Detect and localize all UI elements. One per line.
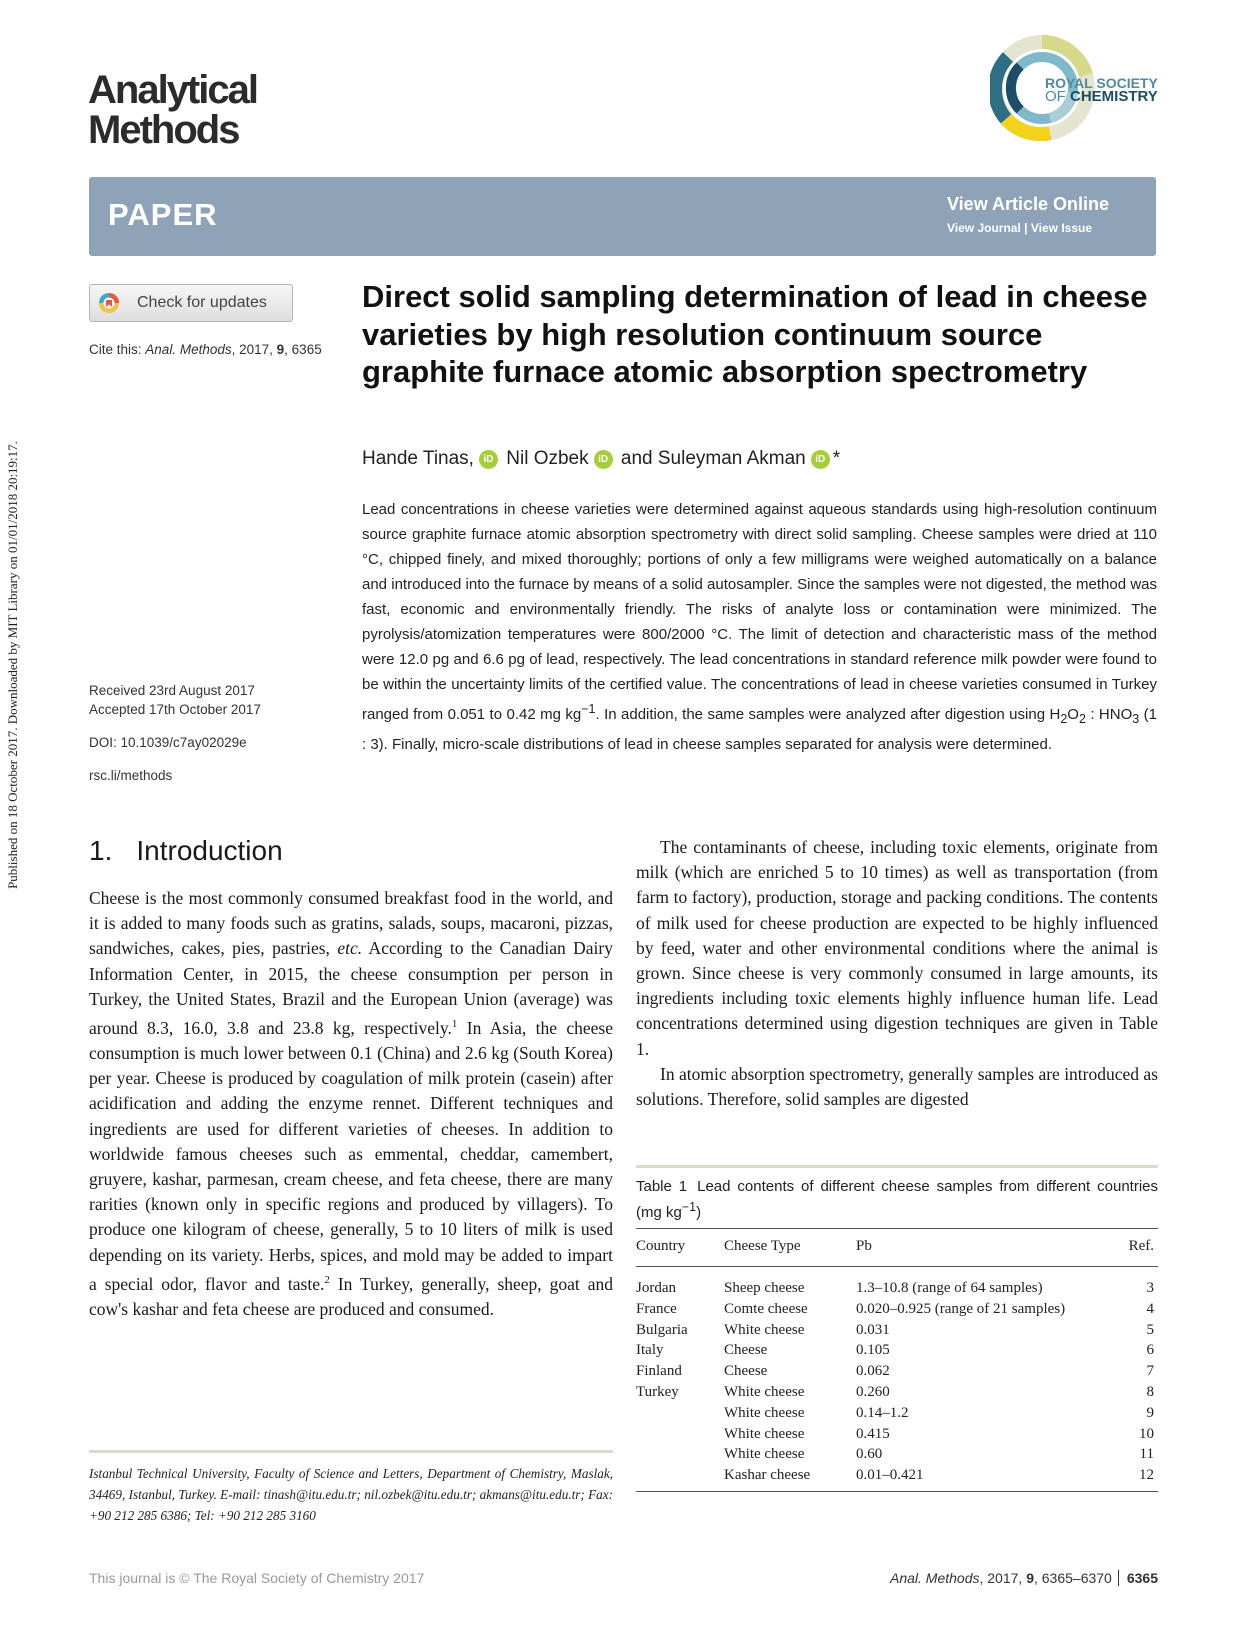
- paragraph-text: etc.: [337, 938, 363, 959]
- cite-year: , 2017,: [231, 342, 277, 357]
- footer-journal: Anal. Methods: [889, 1570, 980, 1586]
- paragraph-text: In Turkey, generally, sheep, goat and cow's kashar and feta cheese are produced and consumed.: [89, 1273, 613, 1319]
- table-caption: [636, 1176, 1158, 1223]
- cell-ref[interactable]: 4: [1146, 1300, 1154, 1317]
- publisher-line2-of: OF: [1045, 88, 1066, 105]
- cell-ref[interactable]: 12: [1139, 1467, 1154, 1484]
- cell-type: White cheese: [724, 1446, 805, 1463]
- paragraph-text: Cheese is the most commonly consumed breakfast food in the world, and it is added to many foods such as gratins, salads, soups, macaroni, pizzas, sandwiches, cakes, pies, pastries,: [89, 888, 613, 959]
- publisher-name: [1045, 76, 1158, 104]
- cell-type: White cheese: [724, 1425, 805, 1442]
- abstract-sub: 2: [1078, 712, 1086, 726]
- link-separator: |: [1024, 221, 1028, 235]
- cell-ref[interactable]: 5: [1146, 1321, 1154, 1338]
- cell-ref[interactable]: 8: [1146, 1383, 1154, 1400]
- cell-ref[interactable]: 7: [1146, 1363, 1154, 1380]
- table-top-divider: [636, 1165, 1158, 1168]
- check-for-updates-button[interactable]: [89, 284, 293, 322]
- abstract-text: : HNO: [1085, 706, 1133, 723]
- cell-pb: 0.415: [856, 1425, 890, 1442]
- orcid-icon[interactable]: iD: [479, 450, 498, 469]
- table-row: [636, 1361, 1158, 1382]
- abstract-sub: 2: [1060, 712, 1068, 726]
- cite-journal: Anal. Methods: [145, 342, 232, 357]
- table-rule: [636, 1228, 1158, 1229]
- cell-country: France: [636, 1300, 677, 1317]
- cell-pb: 1.3–10.8 (range of 64 samples): [856, 1280, 1043, 1296]
- cell-country: [636, 1424, 724, 1445]
- publisher-line1: ROYAL SOCIETY: [1045, 75, 1158, 91]
- accepted-date: Accepted 17th October 2017: [89, 702, 261, 717]
- table-row: [636, 1299, 1158, 1320]
- abstract-sub: 3: [1132, 712, 1140, 726]
- col-header-pb: Pb: [856, 1238, 872, 1254]
- orcid-icon[interactable]: iD: [594, 450, 613, 469]
- cell-country: Finland: [636, 1363, 682, 1380]
- table-caption-text: ): [696, 1204, 702, 1221]
- view-journal-link[interactable]: View Journal: [947, 221, 1021, 235]
- article-title: Direct solid sampling determination of lead in cheese varieties by high resolution continuum source graphite furnace atomic absorption spectrometry: [362, 279, 1148, 389]
- cite-prefix: Cite this:: [89, 342, 142, 357]
- reference-link[interactable]: 2: [324, 1273, 330, 1286]
- table-row: [636, 1403, 1158, 1424]
- view-article-online-link[interactable]: View Article Online: [947, 194, 1110, 214]
- table-bottom-divider: [636, 1491, 1158, 1492]
- table-row: [636, 1320, 1158, 1341]
- abstract-text: Lead concentrations in cheese varieties were determined against aqueous standards using high-resolution continuum source graphite furnace atomic absorption spectrometry with direct solid sampling. Cheese samples were dried at 110 °C, chipped finely, and mixed thoroughly; portions of only a few milligrams were weighed automatically on a balance and introduced into the furnace by means of a solid autosampler. Since the samples were not digested, the method was fast, economic and environmentally friendly. The risks of analyte loss or contamination were minimized. The pyrolysis/atomization temperatures were 800/2000 °C. The limit of detection and characteristic mass of the method were 12.0 pg and 6.6 pg of lead, respectively. The lead concentrations in standard reference milk powder were found to be within the uncertainty limits of the certified value. The concentrations of lead in cheese varieties consumed in Turkey ranged from 0.051 to 0.42 mg kg: [362, 501, 1157, 723]
- paper-banner: [89, 177, 1156, 256]
- table-header-row: [636, 1238, 1158, 1266]
- footer-volume: 9: [1026, 1570, 1034, 1586]
- cell-ref[interactable]: 9: [1146, 1404, 1154, 1421]
- col-header-country: Country: [636, 1238, 686, 1254]
- received-date: Received 23rd August 2017: [89, 683, 255, 698]
- author-list: [362, 448, 840, 470]
- cell-type: White cheese: [724, 1383, 805, 1400]
- cell-type: White cheese: [724, 1404, 805, 1421]
- reference-link[interactable]: 1: [451, 1018, 458, 1031]
- cell-type: White cheese: [724, 1321, 805, 1338]
- cell-type: Comte cheese: [724, 1300, 808, 1317]
- footnote-divider: [89, 1450, 613, 1453]
- cell-pb: 0.01–0.421: [856, 1467, 924, 1484]
- abstract-sup: −1: [581, 702, 596, 716]
- cell-pb: 0.260: [856, 1383, 890, 1400]
- col-header-cheese-type: Cheese Type: [724, 1238, 801, 1254]
- table-row: [636, 1382, 1158, 1403]
- side-note-text: Published on 18 October 2017. Downloaded by MIT Library on 01/01/2018 20:19:17.: [5, 441, 20, 889]
- cell-ref[interactable]: 11: [1139, 1446, 1154, 1463]
- journal-site-link[interactable]: rsc.li/methods: [89, 768, 173, 783]
- publisher-line2: [1045, 90, 1158, 104]
- abstract-text: O: [1067, 706, 1079, 723]
- author-1[interactable]: Hande Tinas,: [362, 448, 474, 469]
- cell-pb: 0.14–1.2: [856, 1404, 909, 1421]
- cell-country: [636, 1465, 724, 1486]
- table-row: [636, 1465, 1158, 1486]
- cell-country: Turkey: [636, 1383, 679, 1400]
- cite-volume: 9: [276, 342, 285, 357]
- table-row: [636, 1340, 1158, 1361]
- cell-country: Italy: [636, 1342, 664, 1359]
- abstract: [362, 497, 1157, 757]
- intro-paragraph-2: The contaminants of cheese, including toxic elements, originate from milk (which are enriched 5 to 10 times) as well as transportation (from farm to factory), production, storage and packing conditions. The contents of milk used for cheese production are expected to be highly influenced by feed, water and other environmental conditions where the animal is grown. Since cheese is very commonly consumed in large amounts, its ingredients including toxic elements highly influence human life. Lead concentrations determined using digestion techniques are given in Table 1.: [636, 837, 1158, 1059]
- cell-pb: 0.105: [856, 1342, 890, 1359]
- side-publication-note: [2, 385, 24, 945]
- cell-country: Bulgaria: [636, 1321, 688, 1338]
- table-caption-text: Lead contents of different cheese samples from different countries (mg kg: [636, 1178, 1158, 1221]
- journal-title-line2: Methods: [88, 108, 239, 152]
- affiliation-footnote: Istanbul Technical University, Faculty of Science and Letters, Department of Chemistry, Maslak, 34469, Istanbul, Turkey. E-mail: tinash@itu.edu.tr; nil.ozbek@itu.edu.tr; akmans@itu.edu.tr; Fax: +90 212 285 6386; Tel: +90 212 285 3160: [89, 1466, 613, 1523]
- section-number: 1.: [89, 835, 113, 866]
- crossmark-icon: [98, 292, 120, 314]
- paragraph-text: According to the Canadian Dairy Information Center, in 2015, the cheese consumption per person in Turkey, the United States, Brazil and the European Union (average) was around 8.3, 16.0, 3.8 and 23.8 kg, respectively.: [89, 938, 613, 1038]
- section-heading-introduction: [89, 835, 283, 867]
- table-caption-sup: −1: [681, 1200, 697, 1214]
- table-row: [636, 1278, 1158, 1299]
- cell-ref[interactable]: 3: [1146, 1280, 1154, 1296]
- lead-content-table: [636, 1238, 1158, 1486]
- journal-title: [88, 70, 257, 150]
- author-2[interactable]: Nil Ozbek: [506, 448, 589, 469]
- publisher-line2-chem: CHEMISTRY: [1070, 88, 1158, 105]
- footer-year: , 2017,: [979, 1570, 1027, 1586]
- intro-right-column: [636, 835, 1158, 1112]
- cell-country: Jordan: [636, 1280, 676, 1296]
- banner-label: PAPER: [108, 197, 218, 232]
- abstract-text: (1 : 3). Finally, micro-scale distributions of lead in cheese samples separated for analysis were determined.: [362, 706, 1157, 753]
- cell-pb: 0.062: [856, 1363, 890, 1380]
- author-3[interactable]: and Suleyman Akman: [620, 448, 806, 469]
- cell-country: [636, 1403, 724, 1424]
- cell-pb: 0.60: [856, 1446, 883, 1463]
- cite-this: [89, 340, 322, 359]
- section-title: Introduction: [136, 835, 283, 866]
- intro-left-column: [89, 886, 613, 1322]
- cell-type: Cheese: [724, 1363, 768, 1380]
- orcid-icon[interactable]: iD: [811, 450, 830, 469]
- banner-links: [947, 221, 1092, 235]
- doi[interactable]: DOI: 10.1039/c7ay02029e: [89, 735, 247, 750]
- corresponding-star: *: [832, 448, 841, 469]
- check-for-updates-label: Check for updates: [137, 294, 267, 311]
- table-row: [636, 1444, 1158, 1465]
- cell-type: Kashar cheese: [724, 1467, 811, 1484]
- cell-type: Cheese: [724, 1342, 768, 1359]
- abstract-text: . In addition, the same samples were analyzed after digestion using H: [595, 706, 1061, 723]
- intro-paragraph-1: [89, 886, 613, 1322]
- cell-pb: 0.020–0.925 (range of 21 samples): [856, 1300, 1066, 1317]
- page-citation-footer: [640, 1570, 1158, 1586]
- journal-title-line1: Analytical: [88, 68, 257, 112]
- footer-pages: , 6365–6370: [1033, 1570, 1112, 1586]
- table-row: [636, 1424, 1158, 1445]
- copyright-footer: This journal is © The Royal Society of Chemistry 2017: [89, 1570, 425, 1586]
- cell-ref[interactable]: 6: [1146, 1342, 1154, 1359]
- cite-page: , 6365: [284, 342, 322, 357]
- view-issue-link[interactable]: View Issue: [1030, 221, 1093, 235]
- cell-pb: 0.031: [856, 1321, 890, 1338]
- col-header-ref: Ref.: [1128, 1238, 1154, 1254]
- intro-paragraph-3: In atomic absorption spectrometry, generally samples are introduced as solutions. Therefore, solid samples are digested: [636, 1063, 1158, 1110]
- cell-country: [636, 1444, 724, 1465]
- page-number: 6365: [1118, 1570, 1158, 1586]
- paragraph-text: In Asia, the cheese consumption is much lower between 0.1 (China) and 2.6 kg (South Korea) per year. Cheese is produced by coagulation of milk protein (casein) after acidification and adding the enzyme rennet. Different techniques and ingredients are used for different varieties of cheeses. In addition to worldwide famous cheeses such as emmental, cheddar, camembert, gruyere, kashar, parmesan, cream cheese, and feta cheese, there are many rarities (known only in specific regions and produced by villagers). To produce one kilogram of cheese, generally, 5 to 10 liters of milk is used depending on its variety. Herbs, spices, and mold may be added to impart a special odor, flavor and taste.: [89, 1017, 613, 1294]
- cell-type: Sheep cheese: [724, 1280, 805, 1296]
- cell-ref[interactable]: 10: [1139, 1425, 1154, 1442]
- table-label: Table 1: [636, 1178, 688, 1195]
